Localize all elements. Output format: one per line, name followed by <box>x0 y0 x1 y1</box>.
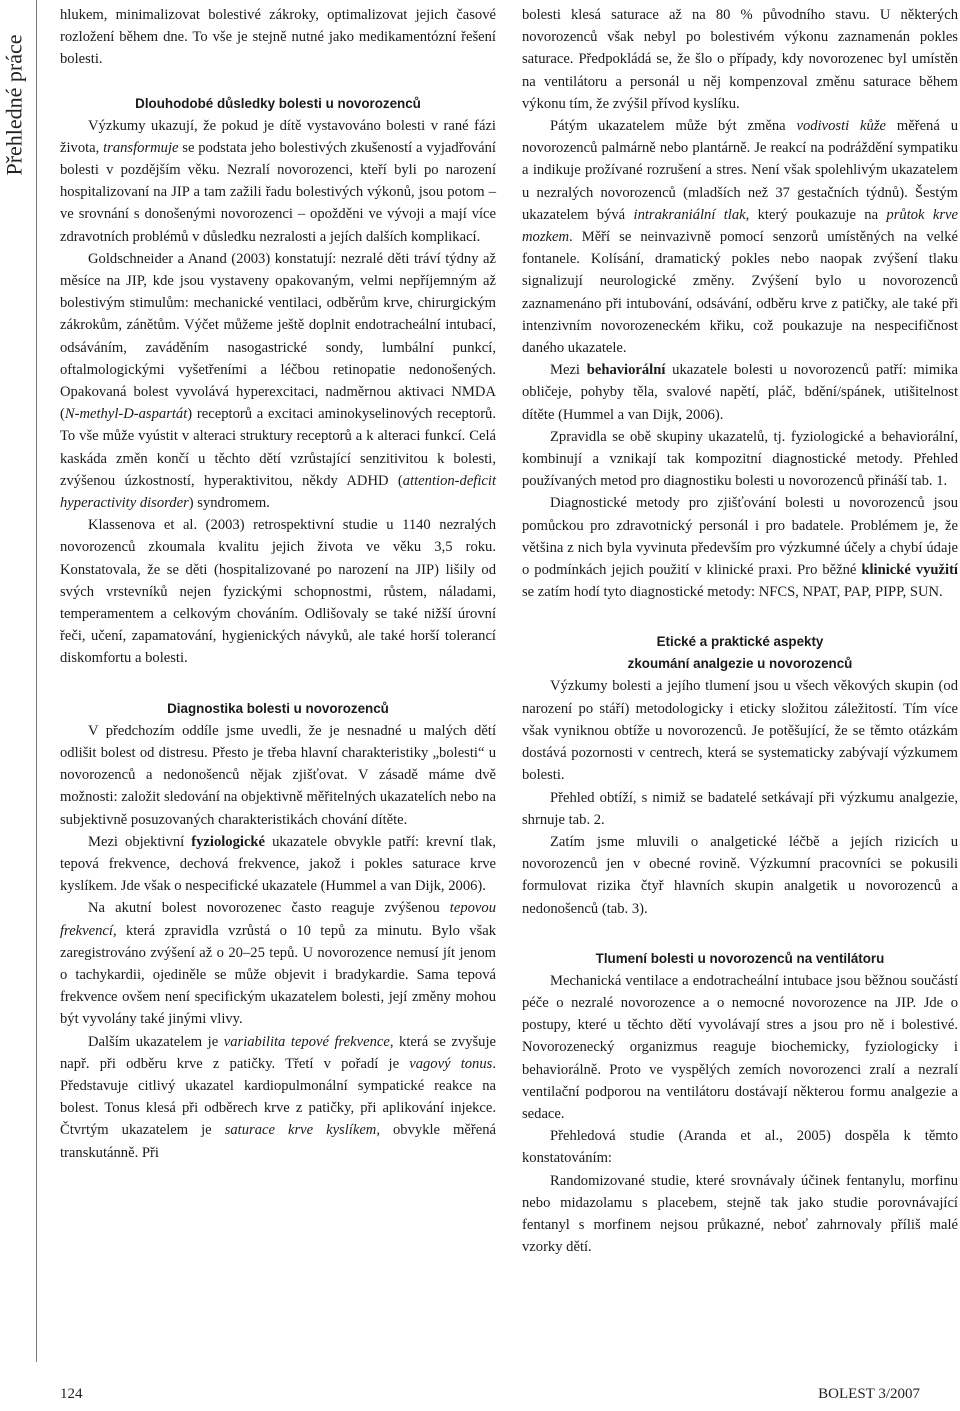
body-paragraph <box>522 1125 958 1169</box>
italic-term: průtok krve mozkem <box>522 206 958 246</box>
text-run: ukazatele bolesti u novorozenců patří: mimika obličeje, pohyby těla, svalové napětí, pláč, bdění/spánek, utišitelnost dítěte (Hummel a van Dijk, 2006). <box>522 362 958 423</box>
text-run: hlukem, minimalizovat bolestivé zákroky, optimalizovat jejich časové rozložení během dne. To vše je stejně nutné jako medikamentózní řešení bolesti. <box>60 7 496 68</box>
text-run: Mechanická ventilace a endotracheální intubace jsou běžnou součástí péče o nezralé novorozence a o nemocné novorozence na JIP. Jde o postupy, které u těchto dětí vyvolávají stres a jsou pro ně i bolestivé. Novorozenecký organizmus reaguje biochemicky, fyziologicky i behaviorálně. Proto ve vyspělých zemích novorozenci zralí a nezralí ventilační podporou na ventilátoru dostávají některou formu analgezie a sedace. <box>522 972 958 1122</box>
text-run: Přehled obtíží, s nimiž se badatelé setkávají při výzkumu analgezie, shrnuje tab. 2. <box>522 789 958 828</box>
body-paragraph <box>60 514 496 669</box>
body-paragraph <box>522 492 958 603</box>
body-paragraph <box>522 4 958 115</box>
text-run: Na akutní bolest novorozenec často reaguje zvýšenou <box>88 900 450 917</box>
body-paragraph <box>522 1170 958 1259</box>
text-run: Randomizované studie, které srovnávaly účinek fentanylu, morfinu nebo midazolamu s placebem, stejně tak jako studie porovnávající fentanyl s morfinem nejsou průkazné, neboť zahrnovaly příliš malé vzorky dětí. <box>522 1172 958 1256</box>
text-run: ) receptorů a excitaci aminokyselinových receptorů. To vše může vyústit v alteraci struktury receptorů a k alteraci funkcí. Celá kaskáda změn končí u těchto dětí vzrůstající senzitivitou k bolesti, zvýšenou úzkostností, hyperaktivitou, někdy ADHD ( <box>60 406 496 489</box>
text-run: ) syndromem. <box>188 495 270 512</box>
italic-term: N-methyl-D-aspartát <box>64 406 188 423</box>
text-run: Goldschneider a Anand (2003) konstatují: nezralé děti tráví týdny až měsíce na JIP, kde jsou vystaveny opakovaným, velmi nepříjemným až bolestivým stimulům: mechanické ventilaci, odběrům krve, chirurgickým zákrokům, zánětům. Výčet můžeme ještě doplnit endotracheální intubací, odsáváním, zaváděním nasogastrické sondy, lumbální punkcí, oftalmologickými vyšetřeními a léčbou retinopatie nedonošených. Opakovaná bolest vyvolává hyperexcitaci, nadměrnou aktivaci NMDA ( <box>60 250 496 423</box>
text-run: , obvykle měřená transkutánně. Při <box>60 1122 496 1161</box>
section-heading-line: Tlumení bolesti u novorozenců na ventilátoru <box>595 950 885 966</box>
text-run: Výzkumy bolesti a jejího tlumení jsou u všech věkových skupin (od narození po stáří) metodologicky i eticky složitou záležitostí. Tím více však vyniknou obtíže u novorozenců. Je potěšující, že se těmto otázkám dostává pozornosti v centrech, která se systematicky zabývají výzkumem bolesti. <box>522 678 958 784</box>
section-heading-line: Diagnostika bolesti u novorozenců <box>167 700 389 716</box>
text-run: . Představuje citlivý ukazatel kardiopulmonální sympatické reakce na bolest. Tonus klesá při odběrech krve z patičky, při aplikování injekce. Čtvrtým ukazatelem je <box>60 1055 496 1139</box>
text-run: Přehledová studie (Aranda et al., 2005) dospěla k těmto konstatováním: <box>522 1128 958 1167</box>
text-run: Diagnostické metody pro zjišťování bolesti u novorozenců jsou pomůckou pro zdravotnický personál i pro badatele. Problémem je, že většina z nich byla vyvinuta především pro výzkumné účely a chybí údaje o podmínkách jejich použití v klinické praxi. Pro běžné <box>522 495 958 579</box>
text-run: , která se zvyšuje např. při odběru krve z patičky. Třetí v pořadí je <box>60 1033 497 1072</box>
right-column <box>522 4 958 1258</box>
text-run: Výzkumy ukazují, že pokud je dítě vystavováno bolesti v rané fázi života, <box>60 117 496 156</box>
text-run: V předchozím oddíle jsme uvedli, že je nesnadné u malých dětí odlišit bolest od distresu. Přesto je třeba hlavní charakteristiky „bolesti“ u novorozenců a nedonošenců nějak zjišťovat. V zásadě máme dvě možnosti: založit sledování na objektivně měřitelných ukazatelích nebo na subjektivně posuzovaných charakteristikách chování dítěte. <box>60 722 496 828</box>
body-paragraph <box>522 359 958 426</box>
text-run: se podstata jeho bolestivých zkušeností a vyjadřování bolesti v pozdějším věku. Nezralí novorozenci, kteří byli po narození hospitalizovaní na JIP a tam zažili řadu bolestivých výkonů, jsou potom – ve srovnání s donošenými novorozenci – opožděni ve vývoji a mají více zdravotních problémů v důsledku nezralosti a jejích dalších komplikací. <box>60 139 496 245</box>
italic-term: saturace krve kyslíkem <box>224 1122 377 1139</box>
body-paragraph <box>60 831 496 898</box>
bold-term: fyziologické <box>191 833 266 850</box>
section-heading <box>522 948 958 970</box>
text-run: ukazatele obvykle patří: krevní tlak, tepová frekvence, dechová frekvence, jakož i pokles saturace krve kyslíkem. Jde však o nespecifické ukazatele (Hummel a van Dijk, 2006). <box>60 833 496 895</box>
text-run: Mezi <box>550 362 587 379</box>
body-paragraph <box>60 115 496 248</box>
body-paragraph <box>522 970 958 1125</box>
section-label <box>0 0 30 210</box>
body-paragraph <box>60 720 496 831</box>
section-label-text: Přehledné práce <box>2 34 27 176</box>
body-paragraph <box>522 426 958 493</box>
text-run: měřená u novorozenců palmárně nebo plantárně. Je reakcí na podráždění sympatiku a indikuje prožívané rozrušení a stres. Není však spolehlivým ukazatelem u nezralých novorozenců (mladších než 37 gestačních týdnů). Šestým ukazatelem bývá <box>522 118 958 223</box>
italic-term: variabilita tepové frekvence <box>223 1033 390 1050</box>
text-run: Pátým ukazatelem může být změna <box>550 118 797 135</box>
text-run: Zatím jsme mluvili o analgetické léčbě a jejích rizicích u novorozenců jen v obecné rovině. Výzkumní pracovníci se pokusili formulovat rizika čtyř hlavních skupin analgetik u novorozenců a nedonošenců (tab. 3). <box>522 833 958 917</box>
text-run: Dalším ukazatelem je <box>88 1033 224 1050</box>
left-column <box>60 4 496 1164</box>
text-run: , který poukazuje na <box>745 206 887 223</box>
text-run: , která zpravidla vzrůstá o 10 tepů za minutu. Bylo však zaregistrováno zvýšení až o 20–25 tepů. U novorozence nemusí jít jenom o tachykardii, ojediněle se může objevit i bradykardie. Sama tepová frekvence ovšem není specifickým ukazatelem bolesti, její změny mohou být vyvolány také jinými vlivy. <box>60 922 496 1028</box>
section-heading <box>522 631 958 675</box>
text-run: Klassenova et al. (2003) retrospektivní studie u 1140 nezralých novorozenců zkoumala kvalitu jejich života ve věku 3,5 roku. Konstatovala, že se děti (hospitalizované po narození na JIP) lišily od svých vrstevníků nejen fyzickými schopnostmi, růstem, náladami, temperamentem a celkovým chováním. Odlišovaly se také nižší úrovní řeči, učení, zapamatování, hygienických návyků, ale také horší tolerancí diskomfortu a bolesti. <box>60 517 496 667</box>
section-heading-line: Etické a praktické aspekty <box>656 634 824 650</box>
text-run: se zatím hodí tyto diagnostické metody: NFCS, NPAT, PAP, PIPP, SUN. <box>522 584 943 601</box>
italic-term: attention-deficit hyperactivity disorder <box>60 472 496 512</box>
body-paragraph <box>522 675 958 786</box>
text-run: bolesti klesá saturace až na 80 % původního stavu. U některých novorozenců však nebyl po bolestivém výkonu zaznamenán pokles saturace. Předpokládá se, že šlo o případy, kdy novorozenec byl umístěn na ventilátoru a personál u něj kompenzoval změnu saturace během výkonu tím, že zvýšil přívod kyslíku. <box>522 7 958 112</box>
section-heading <box>60 93 496 115</box>
section-heading <box>60 698 496 720</box>
body-paragraph <box>60 248 496 514</box>
italic-term: vagový tonus <box>409 1055 493 1072</box>
text-run: Mezi objektivní <box>88 833 192 850</box>
body-paragraph <box>522 115 958 359</box>
page-number: 124 <box>60 1386 83 1402</box>
vertical-divider <box>36 0 37 1362</box>
section-heading-line: zkoumání analgezie u novorozenců <box>627 656 853 672</box>
body-paragraph <box>60 1031 496 1164</box>
body-paragraph <box>522 831 958 920</box>
body-paragraph <box>60 4 496 71</box>
italic-term: transformuje <box>103 139 179 156</box>
text-run: Zpravidla se obě skupiny ukazatelů, tj. fyziologické a behaviorální, kombinují a vznikají tak kompozitní diagnostické metody. Přehled používaných metod pro diagnostiku bolesti u novorozenců přináší tab. 1. <box>522 428 958 490</box>
italic-term: intrakraniální tlak <box>633 206 746 223</box>
body-paragraph <box>522 787 958 831</box>
bold-term: behaviorální <box>586 362 666 379</box>
italic-term: vodivosti kůže <box>796 118 886 135</box>
text-run: . Měří se neinvazivně pomocí senzorů umístěných na velké fontanele. Kolísání, dramatický pokles nebo naopak zvýšení tlaku signalizují neurologické změny. Zvýšení bylo u novorozenců zaznamenáno při intubování, odsávání, odběru krve z patičky, ale také při intenzivním novorozeneckém křiku, což poukazuje na nespecifičnost daného ukazatele. <box>522 229 958 357</box>
section-heading-line: Dlouhodobé důsledky bolesti u novorozenců <box>135 95 421 111</box>
bold-term: klinické využití <box>861 562 958 579</box>
body-paragraph <box>60 897 496 1030</box>
journal-issue: BOLEST 3/2007 <box>818 1386 920 1402</box>
italic-term: tepovou frekvencí <box>60 900 496 939</box>
